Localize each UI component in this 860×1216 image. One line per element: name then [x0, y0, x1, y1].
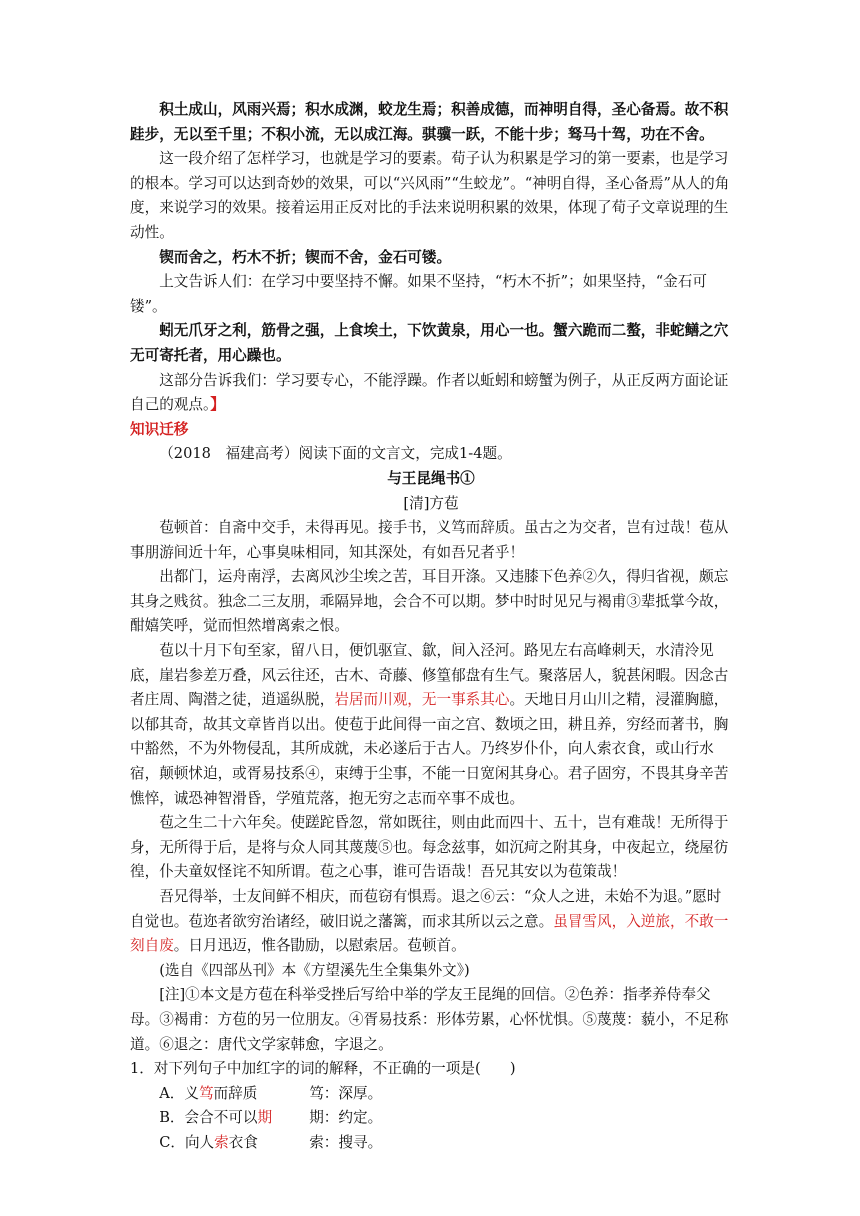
letter-author: [清]方苞	[403, 494, 459, 512]
option-b-pre: 会合不可以	[184, 1109, 258, 1127]
option-a-post: 而辞质	[213, 1084, 258, 1102]
section-intro: （2018 福建高考）阅读下面的文言文，完成1-4题。	[159, 445, 512, 463]
option-b-gloss: 期：约定。	[309, 1109, 383, 1127]
option-c-sentence	[159, 1131, 309, 1156]
p5-text-a: 吾兄得举，士友间鲜不相庆，而苞窃有惧焉。退之⑥云：“众人之进，未始不为退。”愿时自觉也。苞迩者欲穷治诸经，破旧说之藩篱，而求其所以云之意。	[130, 888, 722, 930]
letter-source: (选自《四部丛刊》本《方望溪先生全集集外文》)	[159, 961, 470, 979]
question-1-option-b	[130, 1106, 732, 1131]
p5-highlight: 虽冒雪风，入逆旅，不敢一刻自废	[130, 912, 729, 955]
p3-text-a: 苞以十月下旬至家，留八日，便饥驱宣、歙，间入泾河。路见左右高峰刺天，水清泠见底，崖岩参差万叠，风云往还，古木、奇藤、修篁郁盘有生气。聚落居人，貌甚闲暇。因念古者庄周、陶潜之徒，逍遥纵脱，	[130, 642, 729, 709]
analysis-3-text: 这部分告诉我们：学习要专心，不能浮躁。作者以蚯蚓和螃蟹为例子，从正反两方面论证自己的观点。	[130, 371, 729, 414]
option-c-letter: C．	[159, 1133, 185, 1151]
option-a-sentence	[159, 1082, 309, 1107]
section-heading: 知识迁移	[130, 420, 189, 438]
question-1-option-c	[130, 1131, 732, 1156]
option-c-post: 衣食	[228, 1133, 258, 1151]
option-b-letter: B．	[159, 1109, 185, 1127]
option-b-red-word: 期	[257, 1109, 273, 1127]
quote-paragraph-2: 锲而舍之，朽木不折；锲而不舍，金石可镂。	[159, 248, 452, 266]
letter-paragraph-2: 出都门，运舟南浮，去离风沙尘埃之苦，耳目开涤。又违膝下色养②久，得归省视，颇忘其身之贱贫。独念二三友朋，乖隔异地，会合不可以期。梦中时时见兄与褐甫③辈抵掌今故，酣嬉笑呼，觉而怛然增离索之恨。	[130, 568, 729, 635]
question-1-stem: 1．对下列句子中加红字的词的解释，不正确的一项是( )	[130, 1060, 516, 1078]
analysis-paragraph-3	[130, 369, 732, 418]
letter-paragraph-5	[130, 885, 732, 959]
letter-paragraph-1: 苞顿首：自斋中交手，未得再见。接手书，义笃而辞质。虽古之为交者，岂有过哉！苞从事朋游间近十年，心事臭味相同，知其深处，有如吾兄者乎！	[130, 519, 729, 561]
p3-highlight: 岩居而川观，无一事系其心	[334, 691, 510, 709]
option-a-letter: A．	[159, 1084, 185, 1102]
quote-paragraph-1: 积土成山，风雨兴焉；积水成渊，蛟龙生焉；积善成德，而神明自得，圣心备焉。故不积跬步，无以至千里；不积小流，无以成江海。骐骥一跃，不能十步；驽马十驾，功在不舍。	[130, 101, 729, 143]
option-a-red-word: 笃	[198, 1084, 214, 1102]
p3-text-b: 。天地日月山川之精，浸灌胸臆，以郁其奇，故其文章皆肖以出。使苞于此间得一亩之宫、数顷之田，耕且养，穷经而著书，胸中豁然，不为外物侵乱，其所成就，未必遂后于古人。乃终岁仆仆，向人索衣食，或山行水宿，颠顿怵迫，或胥易技系④，束缚于尘事，不能一日宽闲其身心。君子固穷，不畏其身辛苦憔悴，诚恐神智滑昏，学殖荒落，抱无穷之志而卒事不成也。	[130, 691, 729, 807]
option-a-pre: 义	[184, 1084, 199, 1102]
letter-notes: [注]①本文是方苞在科举受挫后写给中举的学友王昆绳的回信。②色养：指孝养侍奉父母。③褐甫：方苞的另一位朋友。④胥易技系：形体劳累，心怀忧惧。⑤蔑蔑：藐小，不足称道。⑥退之：唐代文学家韩愈，字退之。	[130, 986, 729, 1053]
letter-title: 与王昆绳书①	[387, 469, 475, 487]
option-a-gloss: 笃：深厚。	[309, 1084, 383, 1102]
option-c-red-word: 索	[214, 1133, 229, 1151]
document-page	[130, 98, 732, 1156]
option-c-gloss: 索：搜寻。	[309, 1133, 383, 1151]
question-1-option-a	[130, 1082, 732, 1107]
option-b-sentence	[159, 1106, 309, 1131]
analysis-paragraph-1: 这一段介绍了怎样学习，也就是学习的要素。荀子认为积累是学习的第一要素，也是学习的根本。学习可以达到奇妙的效果，可以“兴风雨”“生蛟龙”。“神明自得，圣心备焉”从人的角度，来说学习的效果。接着运用正反对比的手法来说明积累的效果，体现了荀子文章说理的生动性。	[130, 150, 730, 241]
analysis-paragraph-2: 上文告诉人们：在学习中要坚持不懈。如果不坚持，“朽木不折”；如果坚持，“金石可镂”。	[130, 273, 707, 315]
closing-bracket: 】	[210, 396, 225, 414]
letter-paragraph-3	[130, 639, 732, 811]
option-c-pre: 向人	[184, 1133, 215, 1151]
p5-text-b: 。日月迅迈，惟各勖励，以慰索居。苞顿首。	[173, 937, 466, 955]
quote-paragraph-3: 蚓无爪牙之利，筋骨之强，上食埃土，下饮黄泉，用心一也。蟹六跪而二螯，非蛇鳝之穴无可寄托者，用心躁也。	[130, 322, 729, 364]
letter-paragraph-4: 苞之生二十六年矣。使蹉跎昏忽，常如既往，则由此而四十、五十，岂有难哉！无所得于身，无所得于后，是将与众人同其蔑蔑⑤也。每念兹事，如沉疴之附其身，中夜起立，绕屋彷徨，仆夫童奴怪诧不知所谓。苞之心事，谁可告语哉！吾兄其安以为苞策哉！	[130, 814, 729, 881]
